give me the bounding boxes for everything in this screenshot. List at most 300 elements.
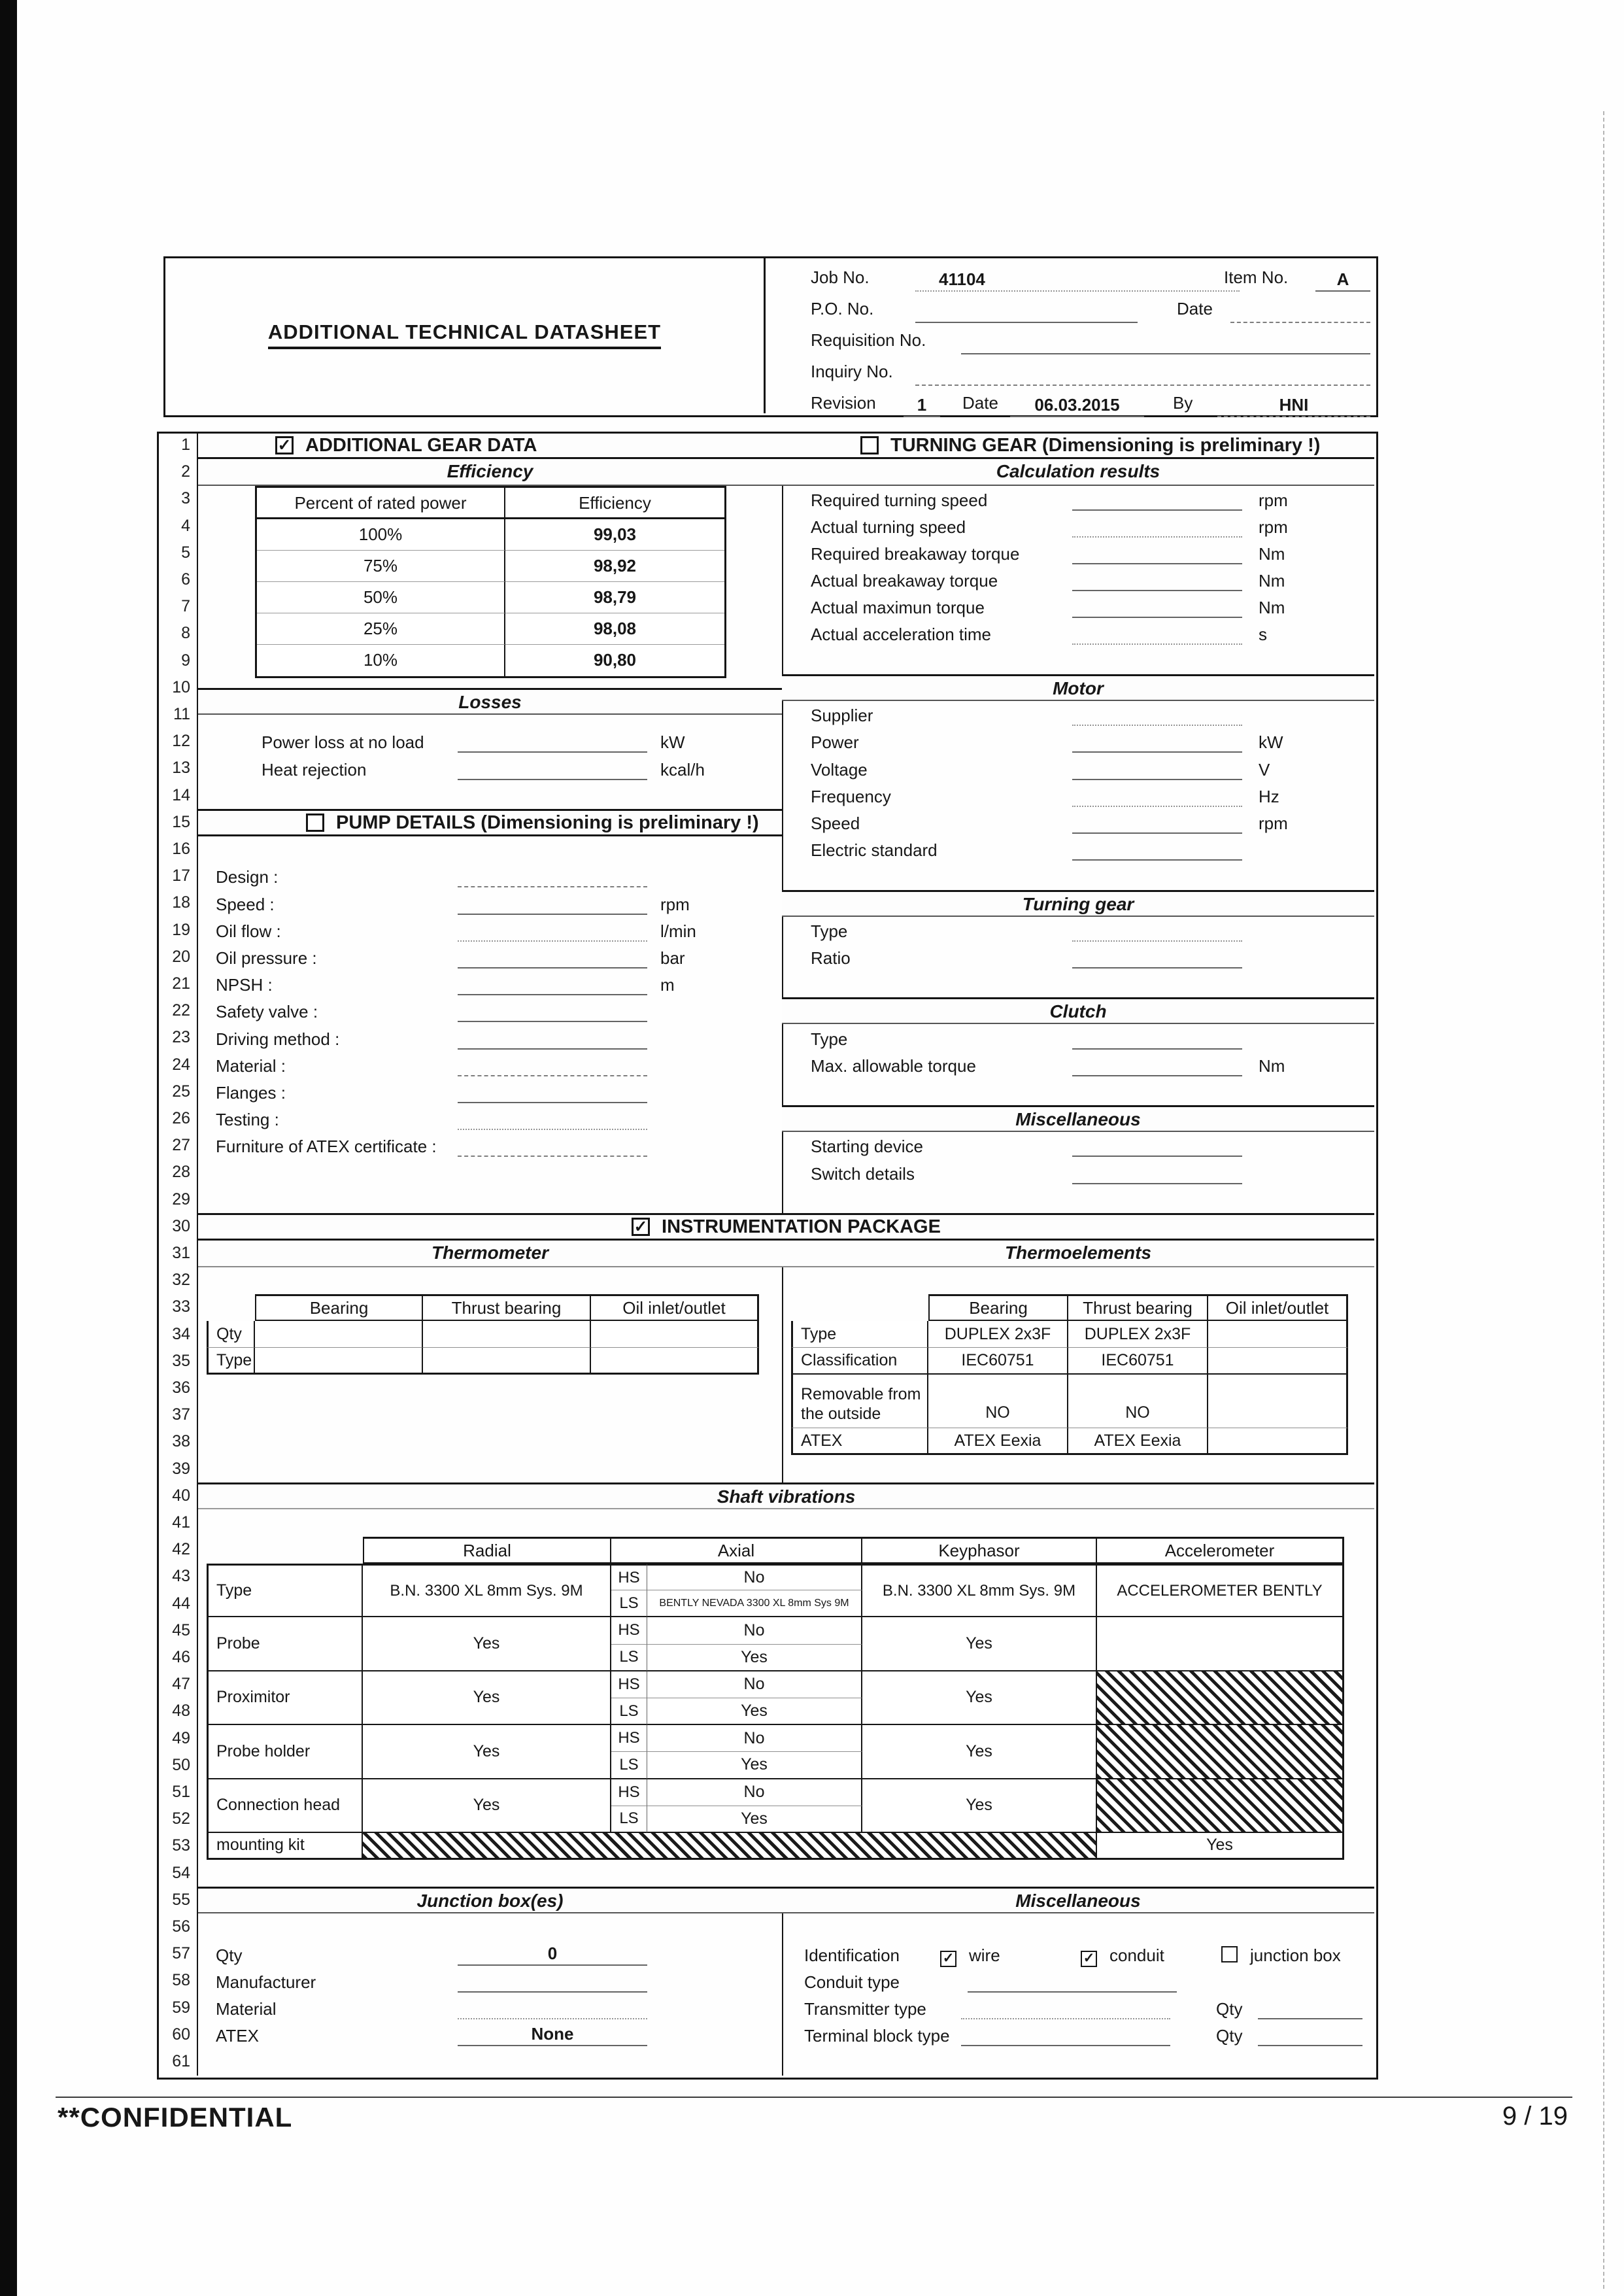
- field-line: [458, 1966, 647, 1993]
- revision-label: Revision: [811, 393, 876, 413]
- row-number: 61: [172, 2052, 190, 2070]
- row-number: 42: [172, 1540, 190, 1559]
- field-line: [1072, 565, 1242, 591]
- losses-row: [198, 728, 782, 755]
- efficiency-cell: 98,08: [505, 613, 724, 645]
- shaft-cell-axial-hs: No: [647, 1564, 862, 1590]
- field-line: [458, 1077, 647, 1103]
- row-number: 28: [172, 1163, 190, 1182]
- shaft-row-label: mounting kit: [207, 1833, 363, 1860]
- row-number: 59: [172, 1998, 190, 2017]
- thermoelements-cell: IEC60751: [928, 1348, 1068, 1375]
- shaft-cell-radial: Yes: [363, 1779, 611, 1833]
- unit-label: rpm: [1259, 814, 1288, 833]
- shaft-vibrations-table: [207, 1537, 1344, 1860]
- identification-row: [782, 1941, 1374, 1968]
- thermoelements-cell: [1208, 1348, 1348, 1375]
- efficiency-cell: 75%: [257, 551, 505, 582]
- thermometer-col-header: Bearing: [255, 1294, 423, 1321]
- thermoelements-col-header: Oil inlet/outlet: [1208, 1294, 1348, 1321]
- field-line: None: [458, 2020, 647, 2046]
- pump-details-checkbox: [306, 814, 324, 832]
- row-number: 1: [181, 436, 190, 454]
- unit-label: Nm: [1259, 571, 1285, 591]
- junction-label: Manufacturer: [216, 1972, 316, 1992]
- hs-label: HS: [611, 1779, 647, 1806]
- job-no-value: 41104: [915, 266, 1240, 292]
- row-number: 25: [172, 1082, 190, 1101]
- field-line: [961, 1993, 1170, 2019]
- losses-title: Losses: [198, 688, 782, 715]
- unit-label: Nm: [1259, 1056, 1285, 1076]
- turning-gear-title: TURNING GEAR (Dimensioning is preliminary !): [890, 434, 1321, 456]
- clutch-label: Type: [811, 1029, 848, 1049]
- clutch-row: [782, 1052, 1374, 1079]
- ls-label: LS: [611, 1590, 647, 1617]
- empty-cell: [791, 1294, 928, 1321]
- unit-label: rpm: [660, 895, 690, 914]
- row-number: 34: [172, 1324, 190, 1343]
- calc-row: [782, 540, 1374, 567]
- row-number: 17: [172, 866, 190, 885]
- row-number: 37: [172, 1405, 190, 1424]
- junction-label: Material: [216, 1999, 277, 2019]
- turning-gear-sub-title: Turning gear: [782, 890, 1374, 917]
- motor-row: [782, 755, 1374, 783]
- row-number: 3: [181, 489, 190, 508]
- shaft-col-header: Axial: [611, 1537, 862, 1564]
- motor-label: Power: [811, 732, 859, 752]
- thermoelements-cell: NO: [1068, 1375, 1208, 1428]
- by-value: HNI: [1217, 391, 1370, 417]
- pump-row: [198, 863, 782, 890]
- rev-date-value: 06.03.2015: [1010, 391, 1144, 417]
- hs-label: HS: [611, 1725, 647, 1752]
- unit-label: Nm: [1259, 598, 1285, 617]
- row-number: 41: [172, 1513, 190, 1532]
- section-instrumentation-package: [198, 1213, 1374, 1241]
- junction-row: [198, 1941, 782, 1968]
- calc-row: [782, 593, 1374, 621]
- terminal-block-label: Terminal block type: [804, 2026, 950, 2046]
- turning-sub-label: Ratio: [811, 948, 851, 968]
- field-line: [458, 1023, 647, 1050]
- row-number: 27: [172, 1136, 190, 1155]
- motor-label: Supplier: [811, 706, 873, 725]
- efficiency-col-header: Efficiency: [505, 488, 724, 519]
- shaft-row-label: Probe: [207, 1617, 363, 1671]
- thermoelements-col-header: Thrust bearing: [1068, 1294, 1208, 1321]
- miscellaneous-drive-title: Miscellaneous: [782, 1105, 1374, 1132]
- unit-label: kW: [1259, 732, 1283, 752]
- qty-label: Qty: [1216, 1999, 1243, 2019]
- calc-label: Actual acceleration time: [811, 625, 992, 644]
- thermometer-title: Thermometer: [198, 1241, 782, 1267]
- row-number: 13: [172, 759, 190, 778]
- thermoelements-cell: NO: [928, 1375, 1068, 1428]
- revision-value: 1: [904, 391, 940, 417]
- row-number: 14: [172, 785, 190, 804]
- page-title: ADDITIONAL TECHNICAL DATASHEET: [268, 320, 661, 349]
- hs-label: HS: [611, 1617, 647, 1644]
- thermoelements-row-label: Classification: [791, 1348, 928, 1375]
- misc-drive-label: Starting device: [811, 1137, 923, 1156]
- row-number: 38: [172, 1432, 190, 1451]
- field-line: [458, 942, 647, 968]
- date-value: [1230, 297, 1370, 323]
- junction-row: [198, 2021, 782, 2049]
- pump-label: Driving method :: [216, 1029, 340, 1049]
- thermometer-table: [207, 1294, 759, 1375]
- row-number: 46: [172, 1648, 190, 1666]
- field-line: [458, 727, 647, 753]
- row-number: 4: [181, 516, 190, 535]
- shaft-cell-axial-hs: No: [647, 1671, 862, 1698]
- row-number: 50: [172, 1755, 190, 1774]
- row-number: 30: [172, 1216, 190, 1235]
- row-number: 57: [172, 1944, 190, 1963]
- clutch-title: Clutch: [782, 997, 1374, 1024]
- row-number: 56: [172, 1917, 190, 1936]
- field-line: [458, 889, 647, 915]
- calculation-results-title: Calculation results: [782, 459, 1374, 486]
- motor-title: Motor: [782, 674, 1374, 701]
- field-line: [458, 1993, 647, 2019]
- efficiency-cell: 100%: [257, 519, 505, 551]
- row-number: 32: [172, 1271, 190, 1290]
- row-number: 26: [172, 1109, 190, 1127]
- conduit-type-row: [782, 1968, 1374, 1995]
- inquiry-value: [915, 360, 1370, 386]
- motor-row: [782, 809, 1374, 836]
- field-line: [1258, 2020, 1362, 2046]
- pump-row: [198, 917, 782, 944]
- row-number-column: [158, 432, 195, 2076]
- row-number: 15: [172, 812, 190, 831]
- row-number: 7: [181, 597, 190, 616]
- pump-label: Flanges :: [216, 1083, 286, 1103]
- calc-row: [782, 566, 1374, 594]
- field-line: [458, 1104, 647, 1130]
- field-line: [458, 754, 647, 780]
- miscellaneous-bottom-title: Miscellaneous: [782, 1887, 1374, 1913]
- field-line: 0: [458, 1940, 647, 1966]
- item-no-value: A: [1315, 266, 1370, 292]
- shaft-cell-axial-ls: Yes: [647, 1698, 862, 1725]
- row-number: 24: [172, 1055, 190, 1074]
- field-line: [458, 861, 647, 887]
- shaft-vibrations-title: Shaft vibrations: [198, 1482, 1374, 1509]
- junction-label: ATEX: [216, 2026, 259, 2046]
- wire-label: wire: [969, 1945, 1000, 1965]
- shaft-cell-radial: Yes: [363, 1617, 611, 1671]
- junction-row: [198, 1995, 782, 2022]
- field-line: [1258, 1993, 1362, 2019]
- rev-date-label: Date: [962, 393, 998, 413]
- section-additional-gear-data: [198, 432, 782, 459]
- thermometer-cell: [591, 1321, 759, 1348]
- row-number: 48: [172, 1702, 190, 1721]
- unit-label: kcal/h: [660, 760, 705, 780]
- pump-details-title: PUMP DETAILS (Dimensioning is preliminary !): [336, 812, 759, 833]
- empty-cell: [207, 1294, 255, 1321]
- thermoelements-row-label: Removable from the outside: [791, 1375, 928, 1428]
- calc-label: Actual breakaway torque: [811, 571, 998, 591]
- efficiency-col-header: Percent of rated power: [257, 488, 505, 519]
- identification-label: Identification: [804, 1945, 900, 1965]
- po-no-label: P.O. No.: [811, 299, 874, 318]
- shaft-cell-keyphasor: B.N. 3300 XL 8mm Sys. 9M: [862, 1564, 1097, 1617]
- row-number: 31: [172, 1244, 190, 1262]
- thermometer-col-header: Thrust bearing: [423, 1294, 591, 1321]
- row-number: 10: [172, 677, 190, 696]
- pump-label: Furniture of ATEX certificate :: [216, 1137, 437, 1156]
- field-line: [1072, 1050, 1242, 1076]
- calc-label: Required breakaway torque: [811, 544, 1020, 564]
- date-label: Date: [1177, 299, 1213, 318]
- footer-rule: [56, 2097, 1572, 2098]
- requisition-label: Requisition No.: [811, 330, 926, 350]
- efficiency-table: [255, 486, 726, 678]
- shaft-cell-radial: B.N. 3300 XL 8mm Sys. 9M: [363, 1564, 611, 1617]
- field-line: [458, 996, 647, 1022]
- item-no-label: Item No.: [1224, 267, 1289, 287]
- row-number: 22: [172, 1001, 190, 1020]
- by-label: By: [1173, 393, 1193, 413]
- shaft-cell-radial: Yes: [363, 1725, 611, 1779]
- thermometer-cell: [423, 1321, 591, 1348]
- pump-label: Testing :: [216, 1110, 279, 1129]
- row-number: 54: [172, 1863, 190, 1882]
- hs-label: HS: [611, 1564, 647, 1590]
- thermoelements-table: [791, 1294, 1348, 1455]
- pump-row: [198, 944, 782, 971]
- field-line: [1072, 1023, 1242, 1050]
- pump-label: Safety valve :: [216, 1002, 318, 1021]
- motor-label: Frequency: [811, 787, 891, 806]
- row-number: 49: [172, 1728, 190, 1747]
- shaft-cell-keyphasor: Yes: [862, 1725, 1097, 1779]
- shaft-col-header: Keyphasor: [862, 1537, 1097, 1564]
- ls-label: LS: [611, 1752, 647, 1779]
- shaft-cell-keyphasor: Yes: [862, 1617, 1097, 1671]
- row-number: 43: [172, 1567, 190, 1586]
- thermometer-row-label: Qty: [207, 1321, 255, 1348]
- thermoelements-cell: ATEX Eexia: [928, 1428, 1068, 1455]
- row-number: 33: [172, 1297, 190, 1316]
- row-number: 2: [181, 462, 190, 481]
- shaft-cell-accelerometer: [1097, 1617, 1344, 1671]
- row-number: 40: [172, 1486, 190, 1505]
- losses-row: [198, 755, 782, 783]
- thermoelements-cell: [1208, 1321, 1348, 1348]
- field-line: [458, 916, 647, 942]
- efficiency-cell: 25%: [257, 613, 505, 645]
- pump-row: [198, 1078, 782, 1106]
- empty-cell: [207, 1537, 363, 1564]
- shaft-row-label: Proximitor: [207, 1671, 363, 1725]
- row-number: 20: [172, 947, 190, 966]
- losses-label: Power loss at no load: [262, 732, 424, 752]
- motor-row: [782, 728, 1374, 755]
- ls-label: LS: [611, 1645, 647, 1671]
- motor-label: Electric standard: [811, 840, 938, 860]
- motor-row: [782, 836, 1374, 863]
- pump-label: Material :: [216, 1056, 286, 1076]
- shaft-cell-accelerometer: Yes: [1097, 1833, 1344, 1860]
- unit-label: V: [1259, 760, 1270, 780]
- thermometer-cell: [423, 1348, 591, 1375]
- thermoelements-cell: ATEX Eexia: [1068, 1428, 1208, 1455]
- junction-row: [198, 1968, 782, 1995]
- row-number: 45: [172, 1620, 190, 1639]
- row-number: 5: [181, 543, 190, 562]
- row-number: 60: [172, 2025, 190, 2044]
- calc-label: Actual maximun torque: [811, 598, 985, 617]
- field-line: [1072, 700, 1242, 726]
- inquiry-label: Inquiry No.: [811, 362, 893, 381]
- row-number: 21: [172, 974, 190, 993]
- shaft-row-label: Connection head: [207, 1779, 363, 1833]
- row-number: 44: [172, 1594, 190, 1613]
- thermometer-row-label: Type: [207, 1348, 255, 1375]
- thermoelements-cell: DUPLEX 2x3F: [928, 1321, 1068, 1348]
- efficiency-title: Efficiency: [198, 459, 782, 486]
- row-number: 58: [172, 1971, 190, 1990]
- shaft-col-header: Accelerometer: [1097, 1537, 1344, 1564]
- shaft-row-label: Probe holder: [207, 1725, 363, 1779]
- shaft-cell-accelerometer-hatched: [1097, 1725, 1344, 1779]
- thermometer-col-header: Oil inlet/outlet: [591, 1294, 759, 1321]
- header-row-job: [0, 263, 1624, 294]
- motor-row: [782, 782, 1374, 810]
- thermoelements-title: Thermoelements: [782, 1241, 1374, 1267]
- header-row-revision: [0, 388, 1624, 420]
- field-line: [458, 969, 647, 995]
- page-number: 9 / 19: [1502, 2102, 1568, 2131]
- shaft-cell-accelerometer: ACCELEROMETER BENTLY: [1097, 1564, 1344, 1617]
- shaft-col-header: Radial: [363, 1537, 611, 1564]
- pump-label: Speed :: [216, 895, 275, 914]
- calc-label: Required turning speed: [811, 490, 988, 510]
- po-no-value: [915, 297, 1138, 323]
- field-line: [458, 1050, 647, 1076]
- junction-box-checkbox: [1221, 1946, 1238, 1962]
- unit-label: s: [1259, 625, 1267, 644]
- qty-label: Qty: [1216, 2026, 1243, 2046]
- thermoelements-col-header: Bearing: [928, 1294, 1068, 1321]
- efficiency-cell: 99,03: [505, 519, 724, 551]
- conduit-checkbox: ✓: [1081, 1951, 1097, 1967]
- row-number: 6: [181, 570, 190, 589]
- row-number: 55: [172, 1890, 190, 1909]
- row-number: 52: [172, 1809, 190, 1828]
- row-number: 47: [172, 1675, 190, 1694]
- field-line: [1072, 1158, 1242, 1184]
- efficiency-cell: 90,80: [593, 650, 637, 670]
- junction-boxes-title: Junction box(es): [198, 1887, 782, 1913]
- hs-label: HS: [611, 1671, 647, 1698]
- turning-gear-checkbox: [860, 436, 879, 454]
- unit-label: rpm: [1259, 517, 1288, 537]
- field-line: [1072, 781, 1242, 807]
- thermometer-cell: [255, 1321, 423, 1348]
- row-number: 35: [172, 1351, 190, 1370]
- pump-row: [198, 1132, 782, 1159]
- scan-right-margin-line: [1603, 111, 1604, 2289]
- section-turning-gear: [782, 432, 1374, 459]
- thermoelements-row-label: ATEX: [791, 1428, 928, 1455]
- misc-drive-row: [782, 1132, 1374, 1159]
- motor-label: Voltage: [811, 760, 868, 780]
- junction-box-label: junction box: [1250, 1945, 1341, 1965]
- conduit-label: conduit: [1109, 1945, 1164, 1965]
- pump-label: NPSH :: [216, 975, 273, 995]
- row-number: 19: [172, 920, 190, 939]
- shaft-cell-axial-ls: Yes: [647, 1806, 862, 1833]
- unit-label: Nm: [1259, 544, 1285, 564]
- transmitter-type-label: Transmitter type: [804, 1999, 926, 2019]
- field-line: [968, 1966, 1177, 1993]
- calc-row: [782, 486, 1374, 513]
- turning-sub-row: [782, 917, 1374, 944]
- pump-label: Oil pressure :: [216, 948, 317, 968]
- unit-label: bar: [660, 948, 685, 968]
- thermoelements-row-label: Type: [791, 1321, 928, 1348]
- row-number: 11: [173, 705, 190, 723]
- row-number: 53: [172, 1836, 190, 1855]
- row-number: 8: [181, 624, 190, 643]
- header-row-requisition: [0, 326, 1624, 357]
- calc-label: Actual turning speed: [811, 517, 966, 537]
- thermometer-cell: [255, 1348, 423, 1375]
- row-number: 18: [172, 893, 190, 912]
- pump-row: [198, 997, 782, 1025]
- thermoelements-cell: IEC60751: [1068, 1348, 1208, 1375]
- thermoelements-cell: [1208, 1428, 1348, 1455]
- gear-data-checkbox: ✓: [275, 436, 294, 454]
- confidential-label: **CONFIDENTIAL: [58, 2102, 293, 2133]
- thermoelements-cell: DUPLEX 2x3F: [1068, 1321, 1208, 1348]
- shaft-mounting-hatched: [363, 1833, 1097, 1860]
- motor-row: [782, 701, 1374, 728]
- thermoelements-cell: [1208, 1375, 1348, 1428]
- shaft-cell-axial-ls: BENTLY NEVADA 3300 XL 8mm Sys 9M: [647, 1590, 862, 1617]
- efficiency-cell: 50%: [257, 582, 505, 613]
- field-line: [1072, 511, 1242, 538]
- field-line: [1072, 727, 1242, 753]
- field-line: [1072, 538, 1242, 564]
- efficiency-cell: 10%: [257, 645, 505, 676]
- shaft-cell-axial-hs: No: [647, 1779, 862, 1806]
- section-pump-details: [198, 809, 782, 836]
- row-number: 36: [172, 1379, 190, 1397]
- field-line: [1072, 916, 1242, 942]
- pump-label: Design :: [216, 867, 279, 887]
- unit-label: m: [660, 975, 675, 995]
- field-line: [1072, 754, 1242, 780]
- shaft-row-label: Type: [207, 1564, 363, 1617]
- losses-label: Heat rejection: [262, 760, 367, 780]
- misc-drive-row: [782, 1159, 1374, 1187]
- terminal-block-row: [782, 2021, 1374, 2049]
- calc-row: [782, 513, 1374, 540]
- field-line: [1072, 808, 1242, 834]
- job-no-label: Job No.: [811, 267, 870, 287]
- header-row-inquiry: [0, 357, 1624, 388]
- misc-drive-label: Switch details: [811, 1164, 915, 1184]
- clutch-row: [782, 1025, 1374, 1052]
